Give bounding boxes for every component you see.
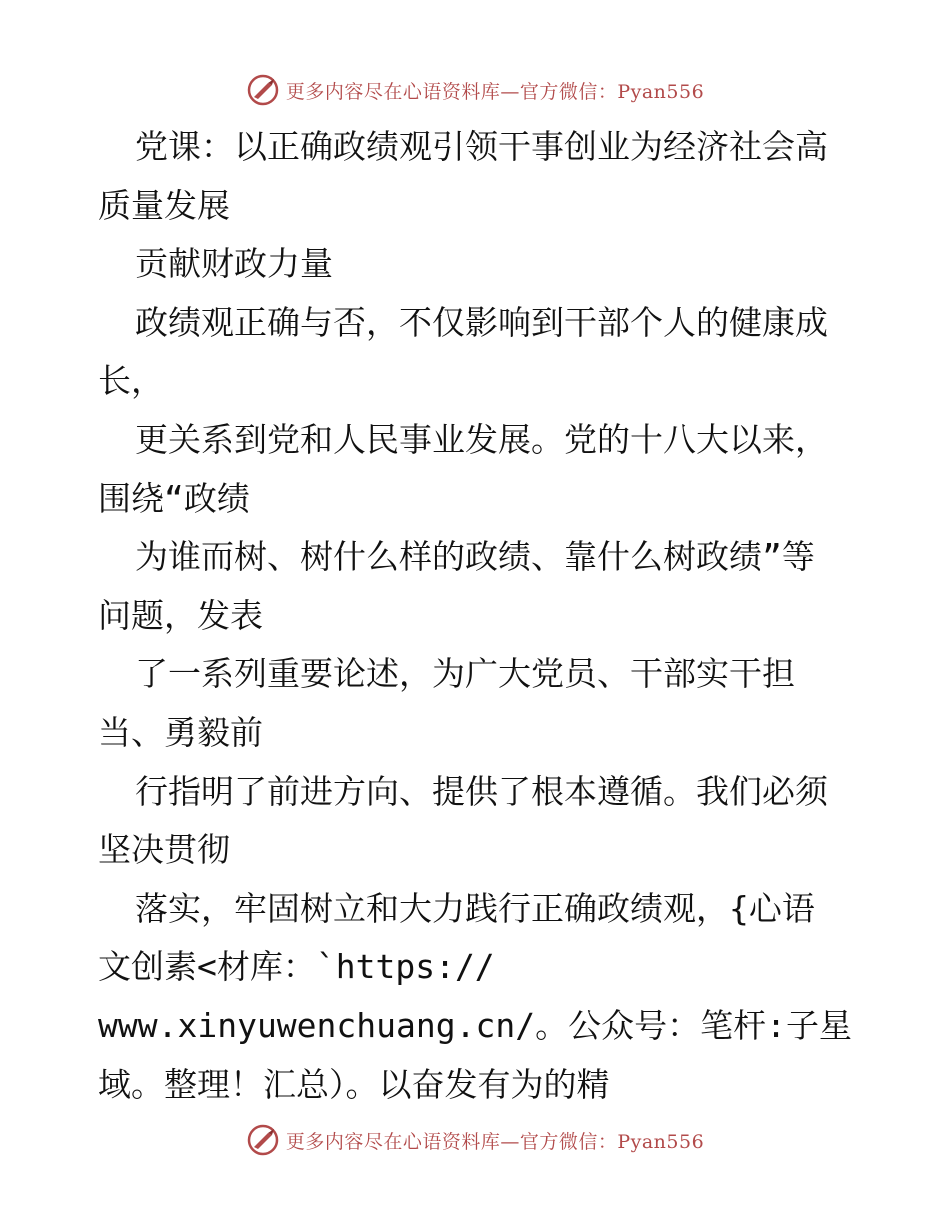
text-line: 落实，牢固树立和大力践行正确政绩观，{心语 <box>135 888 815 928</box>
pen-circle-icon <box>246 1123 280 1157</box>
text-line: 质量发展 <box>98 185 230 225</box>
footer-banner <box>0 1118 950 1162</box>
pen-circle-icon <box>246 73 280 107</box>
text-line: 了一系列重要论述，为广大党员、干部实干担 <box>135 654 795 694</box>
text-line: 坚决贯彻 <box>98 830 230 870</box>
text-line: www.xinyuwenchuang.cn/。公众号：笔杆:子星 <box>98 1005 852 1045</box>
text-line: 域。整理！汇总）。以奋发有为的精 <box>98 1064 610 1104</box>
header-banner-text: 更多内容尽在心语资料库—官方微信：Pyan556 <box>285 80 705 103</box>
footer-banner-text: 更多内容尽在心语资料库—官方微信：Pyan556 <box>285 1130 705 1153</box>
document-body <box>98 118 858 1114</box>
text-line: 当、勇毅前 <box>98 712 263 752</box>
text-line: 行指明了前进方向、提供了根本遵循。我们必须 <box>135 771 828 811</box>
text-line: 长， <box>98 361 164 401</box>
text-line: 为谁而树、树什么样的政绩、靠什么树政绩”等 <box>135 537 815 577</box>
text-line: 文创素<材库：`https:// <box>98 947 495 987</box>
text-line: 问题，发表 <box>98 595 263 635</box>
text-line: 贡献财政力量 <box>135 244 333 284</box>
header-banner <box>0 68 950 112</box>
text-line: 围绕“政绩 <box>98 478 250 518</box>
text-line: 政绩观正确与否，不仅影响到干部个人的健康成 <box>135 302 828 342</box>
text-line: 更关系到党和人民事业发展。党的十八大以来， <box>135 419 828 459</box>
text-line: 党课：以正确政绩观引领干事创业为经济社会高 <box>135 127 828 166</box>
